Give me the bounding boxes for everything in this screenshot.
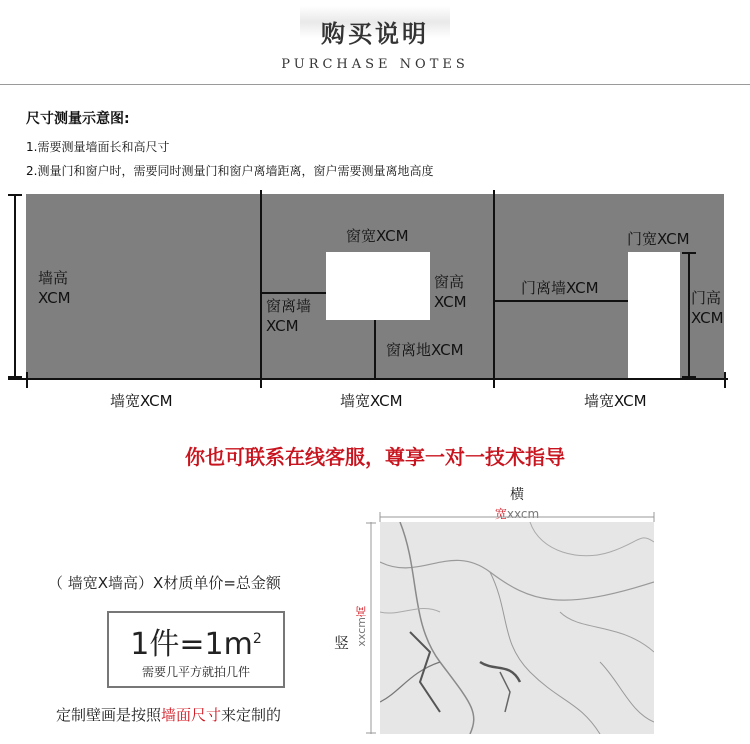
width-dimension-red: 宽 [494,507,507,521]
section-heading: 尺寸测量示意图: [26,111,130,127]
window-height-label-text: 窗高 [434,273,465,291]
height-dimension [354,606,368,647]
unit-box [107,611,285,688]
vertical-label: 竖 [334,634,350,652]
window-floor-line [374,320,376,378]
window-from-wall-label-text: 窗离墙 [266,297,312,315]
unit-main [109,619,283,663]
door-height-tick-bottom [682,376,696,378]
wall-height-label-text: 墙高 [38,269,69,287]
unit-superscript: 2 [252,631,262,647]
window-from-wall-label-unit: XCM [266,317,299,336]
page-title: 购买说明 [321,20,429,48]
door-height-label [691,288,724,329]
door-height-line [688,252,690,378]
wall-height-tick-top [8,194,22,196]
window-from-wall-label [266,296,311,337]
note-1: 1.需要测量墙面长和高尺寸 [26,140,170,154]
window-from-floor-label: 窗离地XCM [386,341,464,359]
door-wall-line [493,300,628,302]
custom-note-highlight: 墙面尺寸 [161,706,222,724]
horizontal-label: 横 [510,487,524,503]
door-height-label-unit: XCM [691,309,724,328]
height-dimension-red: 高 [355,606,368,617]
door-shape [628,252,680,378]
wall-width-label-1: 墙宽XCM [110,392,173,410]
custom-note [56,704,281,725]
price-formula: （ 墙宽X墙高）X材质单价=总金额 [48,574,281,592]
divider [0,84,750,85]
width-tick-4 [724,372,726,388]
section-divider-2 [493,190,495,388]
wall-width-line [8,378,728,380]
note-2: 2.测量门和窗户时，需要同时测量门和窗户离墙距离，窗户需要测量离地高度 [26,164,434,178]
wall-height-label [38,268,71,309]
wall-width-label-2: 墙宽XCM [340,392,403,410]
wall-height-line [14,194,16,378]
wall-height-label-unit: XCM [38,289,71,308]
width-tick-1 [26,372,28,388]
height-dimension-rest: xxcm [355,617,368,647]
door-from-wall-label: 门离墙XCM [521,279,599,297]
door-height-label-text: 门高 [691,289,722,307]
unit-note: 需要几平方就拍几件 [141,665,250,679]
window-height-label-unit: XCM [434,293,467,312]
window-width-label: 窗宽XCM [346,227,409,245]
wall-width-label-3: 墙宽XCM [584,392,647,410]
unit-main-text: 1件=1m [130,627,253,662]
window-shape [326,252,430,320]
custom-note-suffix: 来定制的 [221,706,282,724]
window-wall-line [260,292,326,294]
width-dimension-rest: xxcm [506,507,540,521]
page-subtitle: PURCHASE NOTES [281,57,469,72]
window-height-label [434,272,467,313]
contact-service-text: 你也可联系在线客服，尊享一对一技术指导 [185,445,565,469]
door-width-label: 门宽XCM [627,230,690,248]
header [0,0,750,90]
width-dimension-line [376,512,658,522]
door-height-tick-top [682,252,696,254]
marble-sample-image [380,522,654,734]
custom-note-prefix: 定制壁画是按照 [56,706,162,724]
section-divider-1 [260,190,262,388]
